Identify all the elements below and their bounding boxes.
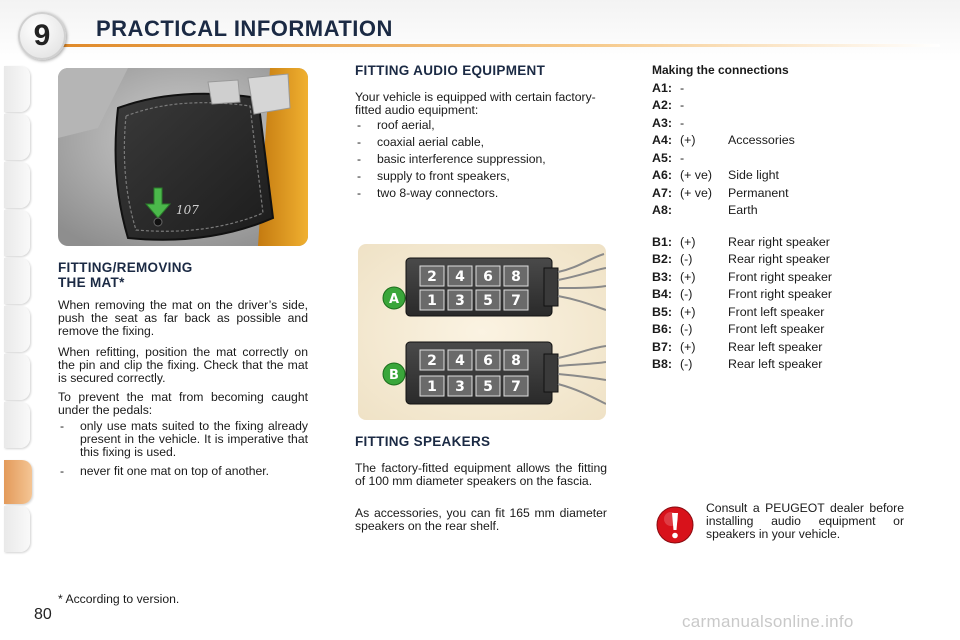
connection-code: A8: xyxy=(652,203,672,217)
pin-label-a-8: 8 xyxy=(511,269,521,285)
connection-code: B4: xyxy=(652,287,672,301)
chapter-tab-3[interactable] xyxy=(4,162,30,208)
list-item: - two 8-way connectors. xyxy=(355,187,607,200)
chapter-tab-2[interactable] xyxy=(4,114,30,160)
floor-mat-svg xyxy=(58,68,308,246)
audio-equipment-list xyxy=(355,119,607,204)
connection-polarity: (-) xyxy=(680,357,693,371)
connection-desc: Side light xyxy=(728,168,779,182)
connection-row-b5 xyxy=(652,304,912,321)
connection-row-a8 xyxy=(652,202,912,219)
chapter-tab-7[interactable] xyxy=(4,354,30,400)
connector-diagram xyxy=(358,244,606,420)
connection-desc: Permanent xyxy=(728,186,789,200)
pin-label-a-5: 5 xyxy=(483,293,493,309)
connection-code: B7: xyxy=(652,340,672,354)
connection-polarity: - xyxy=(680,151,685,165)
connection-desc: Front left speaker xyxy=(728,322,825,336)
pin-label-a-3: 3 xyxy=(455,293,465,309)
connection-desc: Rear left speaker xyxy=(728,340,823,354)
connection-code: B3: xyxy=(652,270,672,284)
connection-code: A2: xyxy=(652,98,672,112)
audio-intro: Your vehicle is equipped with certain factory-fitted audio equipment: xyxy=(355,90,596,117)
speakers-para-fascia: The factory-fitted equipment allows the fitting of 100 mm diameter speakers on the fascia. xyxy=(355,461,607,488)
list-item: - basic interference suppression, xyxy=(355,153,607,166)
fixing-pin xyxy=(154,218,162,226)
list-item: - never fit one mat on top of another. xyxy=(58,465,308,478)
chapter-tab-9-active[interactable] xyxy=(4,460,32,504)
connection-polarity: (+) xyxy=(680,270,696,284)
pin-label-b-4: 4 xyxy=(455,353,465,369)
connection-row-a6 xyxy=(652,167,912,184)
pin-label-b-3: 3 xyxy=(455,379,465,395)
connection-polarity: - xyxy=(680,98,685,112)
connection-polarity: (-) xyxy=(680,252,693,266)
connection-row-b4 xyxy=(652,286,912,303)
pin-label-b-2: 2 xyxy=(427,353,437,369)
chapter-tab-4[interactable] xyxy=(4,210,30,256)
connection-row-a7 xyxy=(652,185,912,202)
pin-label-b-8: 8 xyxy=(511,353,521,369)
list-item: - coaxial aerial cable, xyxy=(355,136,607,149)
connection-code: A6: xyxy=(652,168,672,182)
connection-row-a5 xyxy=(652,150,912,167)
connection-code: B6: xyxy=(652,322,672,336)
dealer-warning-text: Consult a PEUGEOT dealer before installing audio equipment or speakers in your vehicle. xyxy=(706,501,904,541)
list-item: - only use mats suited to the fixing already present in the vehicle. It is imperative that this fixing is used. xyxy=(58,420,308,459)
mat-para-removing: When removing the mat on the driver’s side, push the seat as far back as possible and remove the fixing. xyxy=(58,298,308,338)
connection-row-a4 xyxy=(652,132,912,149)
mat-para-refitting: When refitting, position the mat correctly on the pin and clip the fixing. Check that the mat is secured correctly. xyxy=(58,345,308,385)
connector-diagram-svg xyxy=(358,244,606,420)
connection-polarity: (+) xyxy=(680,235,696,249)
connection-desc: Rear left speaker xyxy=(728,357,823,371)
pin-label-b-5: 5 xyxy=(483,379,493,395)
list-item: - supply to front speakers, xyxy=(355,170,607,183)
connection-code: A7: xyxy=(652,186,672,200)
mat-para-prevent: To prevent the mat from becoming caught under the pedals: xyxy=(58,390,308,417)
chapter-tab-8[interactable] xyxy=(4,402,30,448)
connection-desc: Front right speaker xyxy=(728,287,832,301)
floor-mat-illustration xyxy=(58,68,308,246)
connection-row-b8 xyxy=(652,356,912,373)
connection-desc: Front right speaker xyxy=(728,270,832,284)
pin-label-a-7: 7 xyxy=(511,293,521,309)
connector-a-label: A xyxy=(388,292,400,307)
connection-code: A4: xyxy=(652,133,672,147)
list-item: - roof aerial, xyxy=(355,119,607,132)
floor-mat xyxy=(116,94,273,240)
pin-label-a-2: 2 xyxy=(427,269,437,285)
pin-label-b-6: 6 xyxy=(483,353,493,369)
watermark: carmanualsonline.info xyxy=(682,612,854,631)
connection-polarity: (+) xyxy=(680,340,696,354)
mat-bullet-list xyxy=(58,420,308,482)
chapter-tabs xyxy=(0,66,34,576)
chapter-tab-6[interactable] xyxy=(4,306,30,352)
connection-row-b1 xyxy=(652,234,912,251)
pin-label-b-1: 1 xyxy=(427,379,437,395)
connection-polarity: (-) xyxy=(680,287,693,301)
connection-desc: Rear right speaker xyxy=(728,252,830,266)
exclamation-icon xyxy=(656,506,694,544)
chapter-tab-1[interactable] xyxy=(4,66,30,112)
connection-code: B2: xyxy=(652,252,672,266)
connection-row-b3 xyxy=(652,269,912,286)
connection-polarity: (+) xyxy=(680,305,696,319)
page-title: PRACTICAL INFORMATION xyxy=(96,16,393,41)
chapter-number-badge: 9 xyxy=(18,12,66,60)
page-number: 80 xyxy=(34,606,52,623)
speakers-section-heading: FITTING SPEAKERS xyxy=(355,434,491,449)
connection-polarity: (+ ve) xyxy=(680,168,713,182)
connection-row-b2 xyxy=(652,251,912,268)
audio-section-heading: FITTING AUDIO EQUIPMENT xyxy=(355,63,546,78)
connection-code: B8: xyxy=(652,357,672,371)
connector-b-label: B xyxy=(389,368,399,383)
connection-row-b7 xyxy=(652,339,912,356)
mat-heading-line2: THE MAT* xyxy=(58,275,125,290)
mat-heading-line1: FITTING/REMOVING xyxy=(58,260,193,275)
connection-polarity: - xyxy=(680,116,685,130)
mat-section-heading xyxy=(58,260,193,290)
connection-desc: Rear right speaker xyxy=(728,235,830,249)
mat-badge-text: 107 xyxy=(176,203,199,217)
connection-polarity: (+) xyxy=(680,133,696,147)
connection-row-a1 xyxy=(652,80,912,97)
pin-label-b-7: 7 xyxy=(511,379,521,395)
pin-label-a-1: 1 xyxy=(427,293,437,309)
connection-row-a3 xyxy=(652,115,912,132)
footnote: * According to version. xyxy=(58,592,180,606)
connection-code: B1: xyxy=(652,235,672,249)
connection-code: B5: xyxy=(652,305,672,319)
pin-label-a-6: 6 xyxy=(483,269,493,285)
connection-code: A5: xyxy=(652,151,672,165)
pin-label-a-4: 4 xyxy=(455,269,465,285)
header-rule xyxy=(60,44,940,47)
connections-title: Making the connections xyxy=(652,63,789,77)
connection-desc: Front left speaker xyxy=(728,305,825,319)
chapter-tab-10[interactable] xyxy=(4,506,30,552)
connection-row-b6 xyxy=(652,321,912,338)
speakers-para-rear-shelf: As accessories, you can fit 165 mm diameter speakers on the rear shelf. xyxy=(355,506,607,533)
chapter-tab-5[interactable] xyxy=(4,258,30,304)
connection-code: A1: xyxy=(652,81,672,95)
connection-polarity: - xyxy=(680,81,685,95)
connection-polarity: (-) xyxy=(680,322,693,336)
connection-polarity: (+ ve) xyxy=(680,186,713,200)
connection-desc: Earth xyxy=(728,203,758,217)
connection-desc: Accessories xyxy=(728,133,795,147)
connection-row-a2 xyxy=(652,97,912,114)
pedal xyxy=(248,74,290,114)
connection-code: A3: xyxy=(652,116,672,130)
